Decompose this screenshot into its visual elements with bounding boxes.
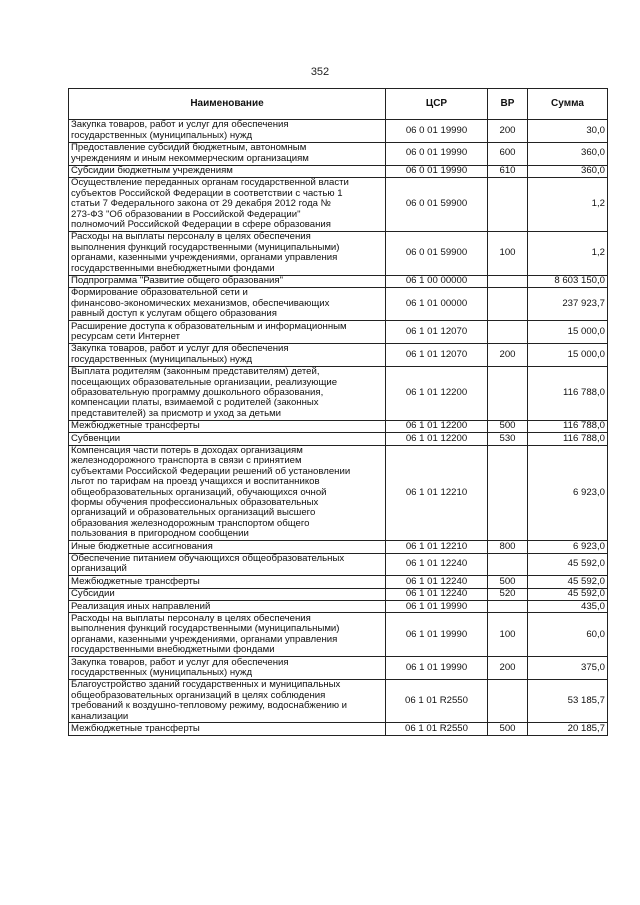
- row-vr: 800: [488, 541, 528, 553]
- table-row: [69, 553, 608, 576]
- row-vr: [488, 275, 528, 287]
- row-name: [69, 231, 386, 275]
- table-row: [69, 420, 608, 432]
- row-vr: [488, 366, 528, 420]
- row-csr: 06 1 01 12200: [386, 366, 488, 420]
- row-name-line: учреждениям и иным некоммерческим организациям: [71, 152, 309, 164]
- row-csr: 06 1 00 00000: [386, 275, 488, 287]
- row-name: [69, 601, 386, 613]
- row-name-line: компенсации платы, взимаемой с родителей (законных: [71, 397, 319, 409]
- row-name-line: ресурсам сети Интернет: [71, 331, 180, 343]
- row-name-line: государственных (муниципальных) нужд: [71, 129, 253, 141]
- row-name-line: Расходы на выплаты персоналу в целях обеспечения: [71, 231, 311, 243]
- row-name-line: Формирование образовательной сети и: [71, 287, 248, 299]
- row-name: [69, 275, 386, 287]
- row-name-line: Расходы на выплаты персоналу в целях обеспечения: [71, 612, 311, 624]
- row-name: [69, 657, 386, 680]
- row-name: [69, 420, 386, 432]
- row-name-line: Закупка товаров, работ и услуг для обеспечения: [71, 656, 289, 668]
- row-sum: 45 592,0: [528, 553, 608, 576]
- table-header-row: [69, 89, 608, 120]
- row-sum: 8 603 150,0: [528, 275, 608, 287]
- row-vr: 610: [488, 165, 528, 177]
- row-csr: 06 1 01 19990: [386, 613, 488, 657]
- row-name-line: равный доступ к услугам общего образования: [71, 308, 277, 320]
- table-row: [69, 165, 608, 177]
- row-name-line: Закупка товаров, работ и услуг для обеспечения: [71, 343, 289, 355]
- row-csr: 06 1 01 12200: [386, 433, 488, 445]
- row-name-line: пользования в пригородном сообщении: [71, 528, 249, 540]
- table-row: [69, 588, 608, 600]
- row-name: [69, 613, 386, 657]
- row-name-line: выполнения функций государственными (муниципальными): [71, 241, 340, 253]
- row-name-line: общеобразовательных организаций, обучающихся очной: [71, 486, 327, 498]
- row-vr: 100: [488, 231, 528, 275]
- row-name-line: статьи 7 Федерального закона от 29 декабря 2012 года №: [71, 198, 331, 210]
- row-vr: [488, 177, 528, 231]
- row-sum: 60,0: [528, 613, 608, 657]
- row-name-line: железнодорожного транспорта в связи с принятием: [71, 455, 302, 467]
- row-csr: 06 0 01 19990: [386, 120, 488, 143]
- row-csr: 06 0 01 59900: [386, 231, 488, 275]
- row-name-line: Реализация иных направлений: [71, 600, 211, 612]
- table-row: [69, 177, 608, 231]
- table-row: [69, 275, 608, 287]
- row-name-line: общеобразовательных организаций в целях соблюдения: [71, 689, 326, 701]
- row-name-line: образовательную программу дошкольного образования,: [71, 387, 324, 399]
- row-csr: 06 1 01 12070: [386, 321, 488, 344]
- row-vr: [488, 601, 528, 613]
- row-name-line: организаций и образовательных организаций высшего: [71, 507, 316, 519]
- row-vr: 520: [488, 588, 528, 600]
- row-name-line: Компенсация части потерь в доходах организациям: [71, 445, 303, 456]
- row-csr: 06 1 01 12210: [386, 541, 488, 553]
- row-name-line: представителей) за присмотр и уход за детьми: [71, 407, 282, 419]
- row-vr: 600: [488, 142, 528, 165]
- row-name: [69, 343, 386, 366]
- row-name-line: Межбюджетные трансферты: [71, 722, 200, 734]
- row-name-line: организаций: [71, 563, 127, 575]
- row-csr: 06 1 01 00000: [386, 287, 488, 320]
- row-name: [69, 142, 386, 165]
- row-csr: 06 1 01 19990: [386, 657, 488, 680]
- row-vr: 500: [488, 576, 528, 588]
- row-sum: 237 923,7: [528, 287, 608, 320]
- table-row: [69, 679, 608, 723]
- row-name-line: государственных (муниципальных) нужд: [71, 666, 253, 678]
- row-csr: 06 1 01 19990: [386, 601, 488, 613]
- row-name-line: формы обучения профессиональных образовательных: [71, 497, 319, 509]
- row-vr: 200: [488, 657, 528, 680]
- row-name-line: субъектов Российской Федерации в соответствии с частью 1: [71, 187, 343, 199]
- row-name: [69, 165, 386, 177]
- row-csr: 06 1 01 R2550: [386, 679, 488, 723]
- table-row: [69, 433, 608, 445]
- table-row: [69, 613, 608, 657]
- row-sum: 6 923,0: [528, 541, 608, 553]
- row-name-line: государственными внебюджетными фондами: [71, 644, 275, 656]
- row-csr: 06 1 01 12240: [386, 588, 488, 600]
- table-row: [69, 231, 608, 275]
- row-name-line: Закупка товаров, работ и услуг для обеспечения: [71, 119, 289, 131]
- table-body: [69, 120, 608, 736]
- row-sum: 1,2: [528, 231, 608, 275]
- table-row: [69, 541, 608, 553]
- row-name-line: Субсидии бюджетным учреждениям: [71, 165, 233, 177]
- row-sum: 1,2: [528, 177, 608, 231]
- row-name-line: Межбюджетные трансферты: [71, 420, 200, 432]
- row-csr: 06 1 01 R2550: [386, 723, 488, 735]
- row-name: [69, 177, 386, 231]
- row-name-line: органами, казенными учреждениями, органами управления: [71, 252, 338, 264]
- row-sum: 53 185,7: [528, 679, 608, 723]
- header-name: Наименование: [69, 89, 386, 120]
- row-vr: 200: [488, 120, 528, 143]
- table-row: [69, 321, 608, 344]
- row-name: [69, 553, 386, 576]
- row-vr: 200: [488, 343, 528, 366]
- row-name-line: Иные бюджетные ассигнования: [71, 540, 213, 552]
- row-csr: 06 1 01 12200: [386, 420, 488, 432]
- row-vr: [488, 287, 528, 320]
- row-csr: 06 0 01 19990: [386, 165, 488, 177]
- table-row: [69, 657, 608, 680]
- row-name-line: Осуществление переданных органам государственной власти: [71, 177, 349, 189]
- row-vr: [488, 553, 528, 576]
- row-name-line: государственных (муниципальных) нужд: [71, 353, 253, 365]
- row-name-line: Благоустройство зданий государственных и муниципальных: [71, 679, 341, 691]
- row-sum: 116 788,0: [528, 420, 608, 432]
- header-vr: ВР: [488, 89, 528, 120]
- row-sum: 360,0: [528, 165, 608, 177]
- row-name: [69, 120, 386, 143]
- row-name: [69, 445, 386, 541]
- row-name-line: образования железнодорожным транспортом общего: [71, 517, 310, 529]
- row-sum: 30,0: [528, 120, 608, 143]
- budget-table: [68, 88, 608, 736]
- row-sum: 6 923,0: [528, 445, 608, 541]
- table-row: [69, 723, 608, 735]
- row-sum: 20 185,7: [528, 723, 608, 735]
- table-row: [69, 601, 608, 613]
- row-sum: 15 000,0: [528, 343, 608, 366]
- row-sum: 116 788,0: [528, 433, 608, 445]
- row-csr: 06 0 01 59900: [386, 177, 488, 231]
- row-name-line: канализации: [71, 710, 129, 722]
- row-csr: 06 0 01 19990: [386, 142, 488, 165]
- row-name: [69, 366, 386, 420]
- row-csr: 06 1 01 12240: [386, 576, 488, 588]
- header-csr: ЦСР: [386, 89, 488, 120]
- table-row: [69, 366, 608, 420]
- row-csr: 06 1 01 12070: [386, 343, 488, 366]
- row-name-line: субъектами Российской Федерации решений об установлении: [71, 465, 351, 477]
- row-csr: 06 1 01 12210: [386, 445, 488, 541]
- row-vr: [488, 679, 528, 723]
- page-number: 352: [310, 66, 330, 78]
- table-row: [69, 142, 608, 165]
- row-csr: 06 1 01 12240: [386, 553, 488, 576]
- row-name-line: Предоставление субсидий бюджетным, автономным: [71, 142, 307, 154]
- row-sum: 360,0: [528, 142, 608, 165]
- row-sum: 375,0: [528, 657, 608, 680]
- row-name-line: Расширение доступа к образовательным и информационным: [71, 320, 347, 332]
- header-sum: Сумма: [528, 89, 608, 120]
- table-row: [69, 120, 608, 143]
- table-row: [69, 445, 608, 541]
- row-vr: 530: [488, 433, 528, 445]
- row-name-line: финансово-экономических механизмов, обеспечивающих: [71, 297, 330, 309]
- row-vr: [488, 321, 528, 344]
- table-row: [69, 576, 608, 588]
- row-sum: 15 000,0: [528, 321, 608, 344]
- row-name-line: Субсидии: [71, 588, 115, 600]
- row-sum: 435,0: [528, 601, 608, 613]
- row-sum: 45 592,0: [528, 576, 608, 588]
- row-name-line: Выплата родителям (законным представителям) детей,: [71, 366, 320, 378]
- row-vr: 100: [488, 613, 528, 657]
- row-name-line: выполнения функций государственными (муниципальными): [71, 623, 340, 635]
- row-name-line: полномочий Российской Федерации в сфере образования: [71, 219, 331, 231]
- row-name-line: Межбюджетные трансферты: [71, 575, 200, 587]
- row-name-line: органами, казенными учреждениями, органами управления: [71, 633, 338, 645]
- row-sum: 45 592,0: [528, 588, 608, 600]
- row-name-line: льгот по тарифам на проезд учащихся и воспитанников: [71, 476, 320, 488]
- row-name: [69, 287, 386, 320]
- row-name-line: 273-ФЗ "Об образовании в Российской Федерации": [71, 208, 301, 220]
- row-name-line: Обеспечение питанием обучающихся общеобразовательных: [71, 553, 345, 564]
- row-name-line: посещающих образовательные организации, реализующие: [71, 376, 338, 388]
- row-name: [69, 723, 386, 735]
- row-name: [69, 433, 386, 445]
- row-name: [69, 679, 386, 723]
- row-name: [69, 588, 386, 600]
- row-name-line: Подпрограмма "Развитие общего образования": [71, 275, 284, 287]
- row-vr: 500: [488, 723, 528, 735]
- row-name: [69, 541, 386, 553]
- row-sum: 116 788,0: [528, 366, 608, 420]
- table-row: [69, 287, 608, 320]
- row-vr: 500: [488, 420, 528, 432]
- table-row: [69, 343, 608, 366]
- row-name: [69, 321, 386, 344]
- row-name-line: государственными внебюджетными фондами: [71, 262, 275, 274]
- row-vr: [488, 445, 528, 541]
- row-name-line: Субвенции: [71, 432, 121, 444]
- row-name-line: требований к воздушно-тепловому режиму, водоснабжению и: [71, 700, 348, 712]
- row-name: [69, 576, 386, 588]
